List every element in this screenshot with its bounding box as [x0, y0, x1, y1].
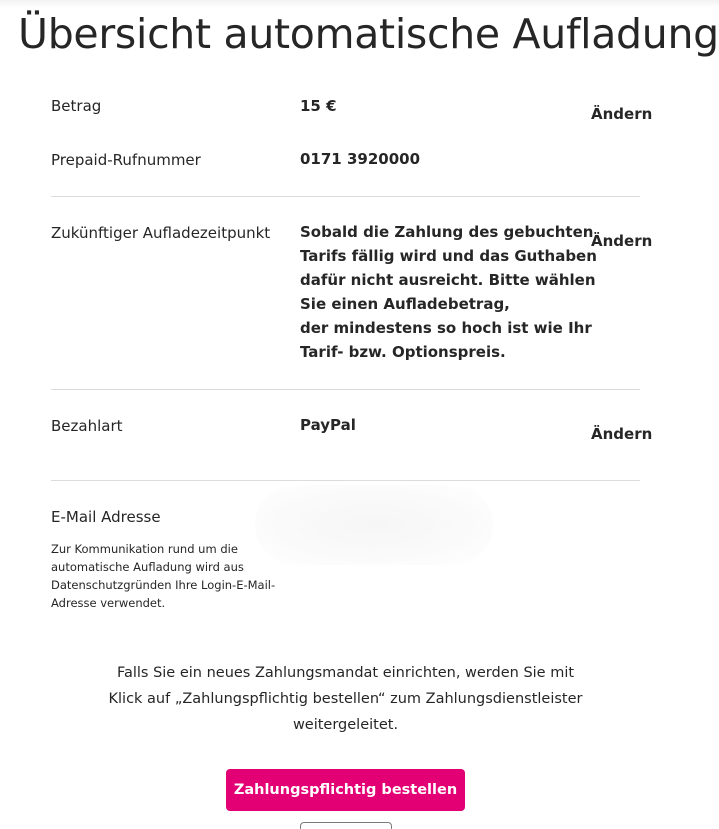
- redirect-info-text: [0, 660, 691, 738]
- info-line: Falls Sie ein neues Zahlungsmandat einrichten, werden Sie mit: [116, 665, 575, 681]
- amount-value: 15 €: [300, 97, 337, 115]
- change-schedule-link[interactable]: Ändern: [591, 232, 653, 250]
- email-hint: [51, 540, 301, 612]
- phone-label: Prepaid-Rufnummer: [51, 151, 201, 169]
- amount-label: Betrag: [51, 97, 102, 115]
- schedule-value-line: Sobald die Zahlung des gebuchten: [300, 223, 594, 241]
- email-label: E-Mail Adresse: [51, 508, 161, 526]
- info-line: weitergeleitet.: [292, 717, 399, 733]
- top-edge: [0, 0, 719, 8]
- change-amount-link[interactable]: Ändern: [591, 105, 653, 123]
- page-title: Übersicht automatische Aufladung: [18, 10, 719, 58]
- email-hint-line: automatische Aufladung wird aus: [51, 560, 244, 574]
- email-hint-line: Zur Kommunikation rund um die: [51, 542, 238, 556]
- schedule-value-line: dafür nicht ausreicht. Bitte wählen: [300, 271, 596, 289]
- info-line: Klick auf „Zahlungspflichtig bestellen“ zum Zahlungsdienstleister: [108, 691, 583, 707]
- divider: [51, 480, 640, 481]
- phone-value: 0171 3920000: [300, 150, 421, 168]
- secondary-button[interactable]: [300, 822, 392, 829]
- schedule-label: Zukünftiger Aufladezeitpunkt: [51, 224, 271, 242]
- order-button[interactable]: Zahlungspflichtig bestellen: [226, 769, 465, 811]
- schedule-value-line: der mindestens so hoch ist wie Ihr: [300, 319, 592, 337]
- schedule-value-line: Sie einen Aufladebetrag,: [300, 295, 510, 313]
- change-payment-link[interactable]: Ändern: [591, 425, 653, 443]
- divider: [51, 196, 640, 197]
- schedule-value-line: Tarifs fällig wird und das Guthaben: [300, 247, 597, 265]
- email-hint-line: Adresse verwendet.: [51, 596, 166, 610]
- schedule-value-line: Tarif- bzw. Optionspreis.: [300, 343, 506, 361]
- divider: [51, 389, 640, 390]
- schedule-value: [300, 220, 597, 364]
- payment-value: PayPal: [300, 416, 356, 434]
- email-hint-line: Datenschutzgründen Ihre Login-E-Mail-: [51, 578, 276, 592]
- payment-label: Bezahlart: [51, 417, 123, 435]
